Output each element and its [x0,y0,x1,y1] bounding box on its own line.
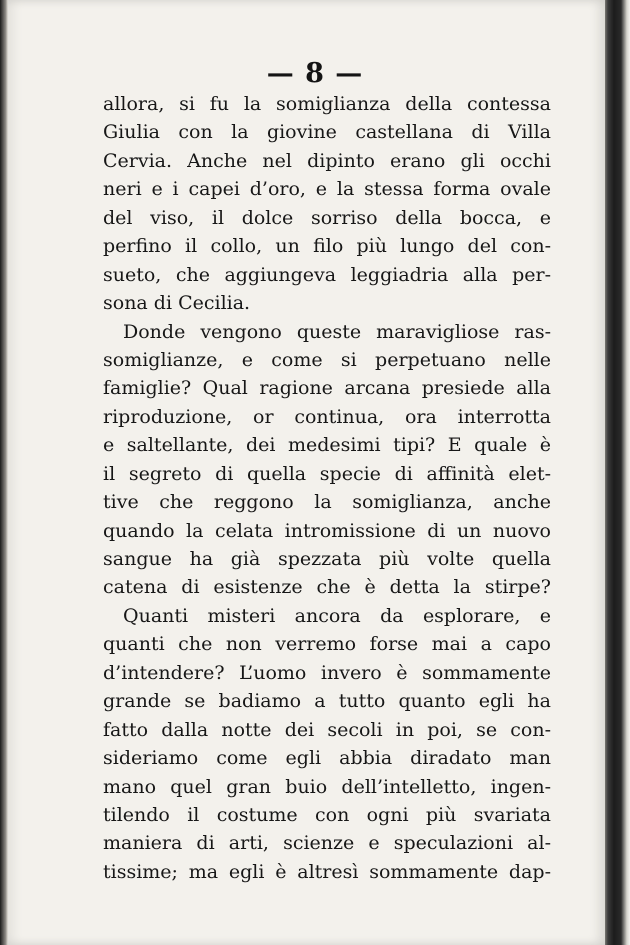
text-line: il segreto di quella specie di affinità elet- [103,462,551,485]
text-line: tilendo il costume con ogni più svariata [103,803,551,826]
text-line: del viso, il dolce sorriso della bocca, e [103,206,551,229]
book-spine-shadow [605,0,630,945]
text-line: quanti che non verremo forse mai a capo [103,633,551,656]
text-line: catena di esistenze che è detta la stirpe? [103,576,551,599]
text-line: e saltellante, dei medesimi tipi? E quale è [103,434,551,457]
text-line: perfino il collo, un filo più lungo del con- [103,235,551,258]
text-line: tissime; ma egli è altresì sommamente dap- [103,860,551,883]
text-line: sideriamo come egli abbia diradato man [103,747,551,770]
text-line: sangue ha già spezzata più volte quella [103,548,551,570]
text-line: tive che reggono la somiglianza, anche [103,491,551,514]
text-line: somiglianze, e come si perpetuano nelle [103,348,551,371]
text-line: mano quel gran buio dell’intelletto, ingen- [103,775,551,798]
text-line: sona di Cecilia. [103,292,251,315]
text-line: grande se badiamo a tutto quanto egli ha [103,690,551,713]
text-line: Donde vengono queste maravigliose ras- [123,320,551,343]
page-edge-left [0,0,8,945]
text-line: maniera di arti, scienze e speculazioni al- [103,832,551,855]
text-line: Cervia. Anche nel dipinto erano gli occhi [103,149,551,172]
text-line: fatto dalla notte dei secoli in poi, se con- [103,718,551,741]
text-line: quando la celata intromissione di un nuovo [103,519,551,542]
text-line: d’intendere? L’uomo invero è sommamente [103,661,551,684]
text-line: allora, si fu la somiglianza della contessa [103,93,551,115]
text-line: famiglie? Qual ragione arcana presiede alla [103,377,551,400]
body-text [103,90,551,886]
text-line: Quanti misteri ancora da esplorare, e [123,604,551,627]
text-line: sueto, che aggiungeva leggiadria alla per- [103,263,551,286]
text-line: riproduzione, or continua, ora interrotta [103,405,551,428]
text-line: neri e i capei d’oro, e la stessa forma ovale [103,178,551,201]
text-line: Giulia con la giovine castellana di Villa [103,121,551,144]
page-number: — 8 — [266,58,364,89]
